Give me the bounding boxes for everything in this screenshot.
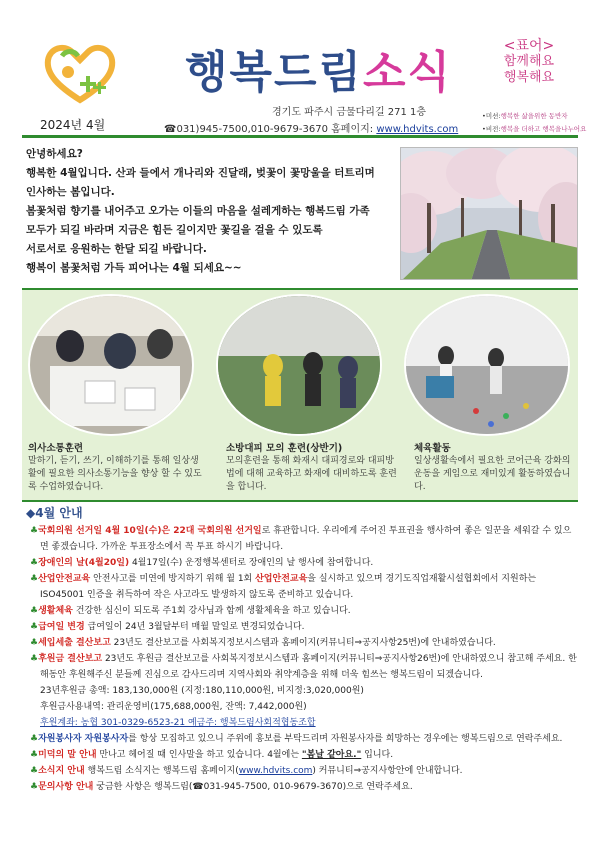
issue-date: 2024년 4월: [40, 118, 106, 132]
header: [22, 30, 587, 138]
activity-title: 소방대피 모의 훈련(상반기): [226, 443, 343, 454]
mission-text: 행복한 삶을위한 동반자: [500, 112, 568, 120]
notice-item-election: ♣국회의원 선거일 4월 10일(수)은 22대 국회의원 선거일로 휴관합니다. 우리에게 주어진 투표권을 행사하여 좋은 일꾼을 세워갈 수 있으면 좋겠습니다. 가까운 투표장소에서 꼭 투표 하시기 바랍니다.: [30, 526, 572, 552]
website-link[interactable]: www.hdvits.com: [376, 124, 459, 135]
notice-item-settlement: ♣세입세출 결산보고 23년도 결산보고를 사회복지정보시스템과 홈페이지(커뮤니티⇒공지사항25번)에 안내하였습니다.: [30, 638, 496, 648]
activity-desc: 말하기, 듣기, 쓰기, 이해하기를 통해 일상생활에 필요한 의사소통기능을 향상 할 수 있도록 수업하였습니다.: [28, 456, 202, 492]
activity-photo-sports: [404, 294, 570, 436]
activity-title: 체육활동: [414, 443, 451, 454]
title-part2: 소식: [363, 47, 453, 98]
contact-info: [164, 120, 458, 135]
greeting-line: 서로서로 응원하는 한달 되길 바랍니다.: [26, 243, 207, 255]
activity-photo-fire-drill: [216, 294, 382, 436]
greeting-text: [26, 145, 406, 278]
sponsor-total: 23년후원금 총액: 183,130,000원 (지정:180,110,000원, 비지정:3,020,000원): [40, 686, 364, 696]
sponsor-usage: 후원금사용내역: 관리운영비(175,688,000원, 잔액: 7,442,000원): [40, 702, 307, 712]
notice-item-pe: ♣생활체육 건강한 심신이 되도록 주1회 강사님과 함께 생활체육을 하고 있습니다.: [30, 606, 351, 616]
motto-line2: 행복해요: [503, 70, 555, 85]
mission-label: •미션:: [482, 112, 501, 120]
activity-band: [22, 288, 578, 502]
notice-heading: ◆4월 안내: [26, 506, 83, 520]
motto: [484, 38, 574, 86]
activity-caption-2: [226, 442, 401, 494]
phone: ☎031)945-7500,010-9679-3670 홈페이지:: [164, 124, 374, 135]
notice-section: [22, 504, 578, 795]
newsletter-website-link[interactable]: www.hdvits.com: [238, 766, 313, 776]
notice-item-inquiry: ♣문의사항 안내 궁금한 사항은 행복드림(☎031-945-7500, 010-9679-3670)으로 연락주세요.: [30, 782, 413, 792]
activity-desc: 일상생활속에서 필요한 코어근육 강화의 운동을 게임으로 재미있게 활동하였습니다.: [414, 456, 571, 492]
newsletter-title: [185, 36, 452, 100]
activity-title: 의사소통훈련: [28, 443, 84, 454]
motto-line1: 함께해요: [503, 54, 555, 69]
vision-label: •비전:: [482, 125, 501, 133]
greeting-line: 봄꽃처럼 향기를 내어주고 오가는 이들의 마음을 설레게하는 행복드림 가족: [26, 205, 370, 217]
address: 경기도 파주시 금물다리길 271 1층: [272, 107, 427, 118]
greeting-line: 인사하는 봄입니다.: [26, 186, 115, 198]
activity-desc: 모의훈련을 통해 화재시 대피경로와 대피방법에 대해 교육하고 화재에 대비하도록 훈련을 합니다.: [226, 456, 397, 492]
greeting-line: 행복한 4월입니다. 산과 들에서 개나리와 진달래, 벚꽃이 꽃망울을 터트리며: [26, 167, 375, 179]
notice-item-disabled-day: ♣장애인의 날(4월20일) 4월17일(수) 운정행복센터로 장애인의 날 행사에 참여합니다.: [30, 558, 374, 568]
sponsor-account: 후원계좌: 농협 301-0329-6523-21 예금주: 행복드림사회적협동조합: [40, 718, 316, 728]
logo-icon: [40, 42, 120, 106]
greeting-line: 모두가 되길 바라며 지금은 힘든 길이지만 꽃길을 걸을 수 있도록: [26, 224, 323, 236]
activity-caption-1: [28, 442, 203, 494]
cherry-blossom-photo: [400, 147, 578, 280]
activity-photo-communication: [28, 294, 194, 436]
mission-vision: [482, 110, 586, 136]
title-part1: 행복드림: [185, 47, 364, 98]
motto-type: <표어>: [503, 38, 555, 54]
vision-text: 행복을 더하고 행복을나누어요: [500, 125, 587, 133]
notice-item-volunteer: ♣자원봉사자 자원봉사자를 항상 모집하고 있으니 주위에 홍보를 부탁드리며 자원봉사자를 희망하는 경우에는 행복드림으로 연락주세요.: [30, 734, 563, 744]
activity-caption-3: [414, 442, 574, 494]
notice-item-payday: ♣급여일 변경 급여일이 24년 3월달부터 매월 말일로 변경되었습니다.: [30, 622, 305, 632]
greeting-line: 행복이 봄꽃처럼 가득 피어나는 4월 되세요~~: [26, 262, 242, 274]
notice-item-newsletter: ♣소식지 안내 행복드림 소식지는 행복드림 홈페이지(www.hdvits.com) 커뮤니티⇒공지사항안에 안내합니다.: [30, 766, 463, 776]
greeting-section: [22, 145, 578, 285]
notice-item-safety: ♣산업안전교육 안전사고를 미연에 방지하기 위해 월 1회 산업안전교육을 실시하고 있으며 경기도직업재활시설협회에서 지원하는 ISO45001 인증을 취득하여 작은 사고라도 발생하지 않도록 준비하고 있습니다.: [30, 574, 537, 600]
greeting-line: 안녕하세요?: [26, 148, 83, 160]
notice-item-sponsorship: ♣후원금 결산보고 23년도 후원금 결산보고를 사회복지정보시스템과 홈페이지(커뮤니티⇒공지사항26번)에 안내하였으니 참고해 주세요. 한해동안 후원해주신 분들께 진심으로 감사드리며 지역사회와 취약계층을 위해 더욱 힘쓰는 행복드림이 되겠습니다.: [30, 654, 577, 680]
notice-item-virtue: ♣미덕의 말 안내 만나고 헤어질 때 인사말을 하고 있습니다. 4월에는 "봄날 같아요." 입니다.: [30, 750, 394, 760]
notice-heading-text: 4월 안내: [35, 506, 83, 520]
